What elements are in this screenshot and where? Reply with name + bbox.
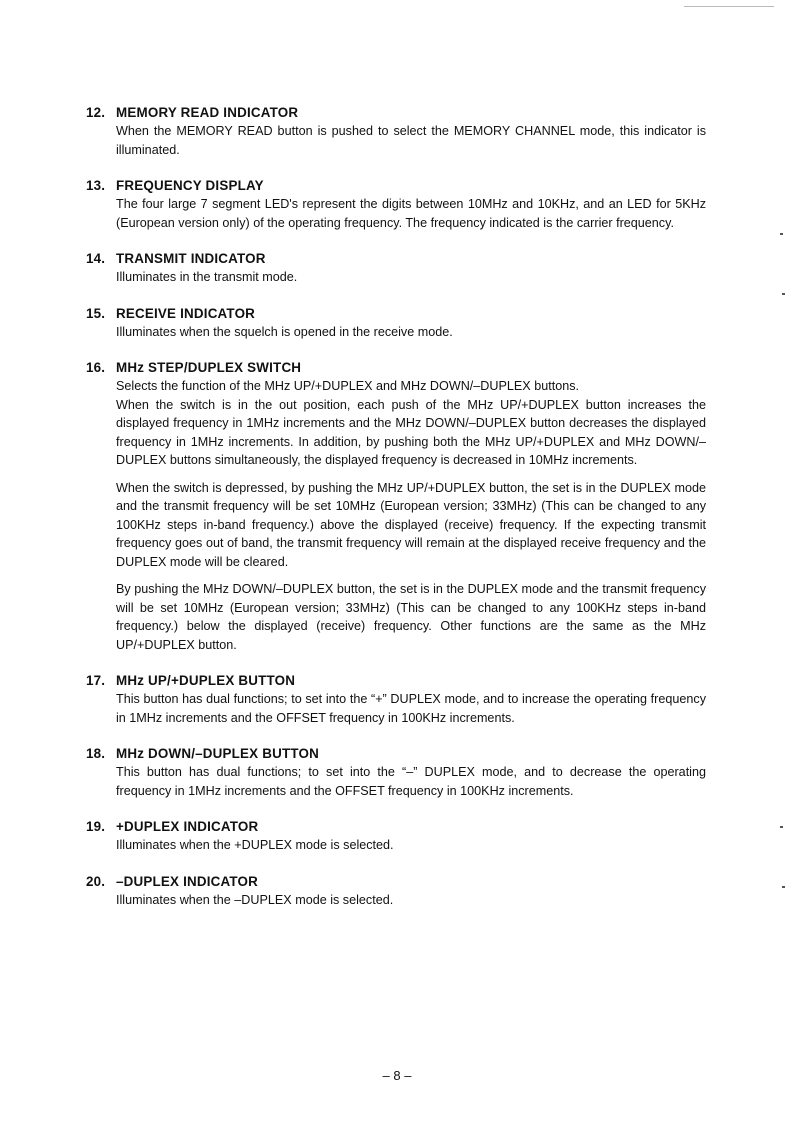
section-paragraph: When the MEMORY READ button is pushed to select the MEMORY CHANNEL mode, this indicator is illuminated. xyxy=(116,124,706,157)
section-paragraph: By pushing the MHz DOWN/–DUPLEX button, the set is in the DUPLEX mode and the transmit frequency will be set 10MHz (European version; 33MHz) (This can be changed to any 100KHz steps in-band frequency.) below the displayed (receive) frequency. Other functions are the same as the MHz UP/+DUPLEX button. xyxy=(116,582,706,652)
section-title: –DUPLEX INDICATOR xyxy=(116,873,259,889)
section-heading xyxy=(86,818,706,836)
section-16 xyxy=(86,359,706,654)
section-heading xyxy=(86,177,706,195)
section-paragraph: Selects the function of the MHz UP/+DUPLEX and MHz DOWN/–DUPLEX buttons. xyxy=(116,379,580,393)
section-12 xyxy=(86,104,706,159)
section-paragraph: The four large 7 segment LED's represent the digits between 10MHz and 10KHz, and an LED for 5KHz (European version only) of the operating frequency. The frequency indicated is the carrier frequency. xyxy=(116,197,706,230)
section-heading xyxy=(86,873,706,891)
section-paragraph: This button has dual functions; to set into the “+” DUPLEX mode, and to increase the operating frequency in 1MHz increments and the OFFSET frequency in 100KHz increments. xyxy=(116,692,706,725)
section-17 xyxy=(86,672,706,727)
scan-speck xyxy=(780,826,783,828)
section-heading xyxy=(86,672,706,690)
section-number: 20. xyxy=(86,873,106,889)
scan-speck xyxy=(780,233,783,235)
section-paragraph: Illuminates when the squelch is opened in the receive mode. xyxy=(116,324,453,339)
scan-speck xyxy=(782,293,785,295)
section-paragraph: When the switch is in the out position, each push of the MHz UP/+DUPLEX button increases the displayed frequency in 1MHz increments and the MHz DOWN/–DUPLEX button decreases the displayed frequency in 1MHz increments. In addition, by pushing both the MHz UP/+DUPLEX and MHz DOWN/–DUPLEX buttons simultaneously, the displayed frequency is decreased in 10MHz increments. xyxy=(116,397,706,467)
section-14 xyxy=(86,250,706,287)
section-number: 19. xyxy=(86,819,106,834)
section-number: 14. xyxy=(86,251,106,266)
section-title: MHz UP/+DUPLEX BUTTON xyxy=(116,673,296,688)
section-18 xyxy=(86,745,706,800)
section-number: 15. xyxy=(86,305,106,321)
section-heading xyxy=(86,250,706,268)
section-paragraph: When the switch is depressed, by pushing the MHz UP/+DUPLEX button, the set is in the DUPLEX mode and the transmit frequency will be set 10MHz (European version; 33MHz) (This can be changed to any 100KHz steps in-band frequency.) above the displayed (receive) frequency. If the expecting transmit frequency goes out of band, the transmit frequency will remain at the displayed receive frequency and the DUPLEX mode will be cleared. xyxy=(116,480,706,569)
section-title: +DUPLEX INDICATOR xyxy=(116,819,259,834)
section-heading xyxy=(86,104,706,122)
section-paragraph: Illuminates when the +DUPLEX mode is selected. xyxy=(116,838,394,852)
section-title: RECEIVE INDICATOR xyxy=(116,305,256,321)
section-title: FREQUENCY DISPLAY xyxy=(116,178,264,193)
section-title: MEMORY READ INDICATOR xyxy=(116,105,299,120)
section-heading xyxy=(86,745,706,763)
section-13 xyxy=(86,177,706,232)
page-number: – 8 – xyxy=(382,1068,412,1083)
section-number: 18. xyxy=(86,746,106,761)
section-19 xyxy=(86,818,706,855)
section-paragraph: This button has dual functions; to set into the “–” DUPLEX mode, and to decrease the operating frequency in 1MHz increments and the OFFSET frequency in 100KHz increments. xyxy=(116,765,706,798)
section-heading xyxy=(86,305,706,323)
section-number: 12. xyxy=(86,105,106,120)
section-title: MHz DOWN/–DUPLEX BUTTON xyxy=(116,746,319,761)
section-15 xyxy=(86,305,706,342)
section-heading xyxy=(86,359,706,377)
section-number: 13. xyxy=(86,178,106,193)
section-number: 16. xyxy=(86,360,106,375)
section-list xyxy=(86,104,706,927)
section-20 xyxy=(86,873,706,910)
top-edge-rule xyxy=(684,6,774,7)
section-paragraph: Illuminates in the transmit mode. xyxy=(116,270,298,284)
section-title: MHz STEP/DUPLEX SWITCH xyxy=(116,360,302,375)
section-paragraph: Illuminates when the –DUPLEX mode is selected. xyxy=(116,892,394,907)
section-title: TRANSMIT INDICATOR xyxy=(116,251,266,266)
scan-speck xyxy=(782,886,785,888)
section-number: 17. xyxy=(86,673,106,688)
